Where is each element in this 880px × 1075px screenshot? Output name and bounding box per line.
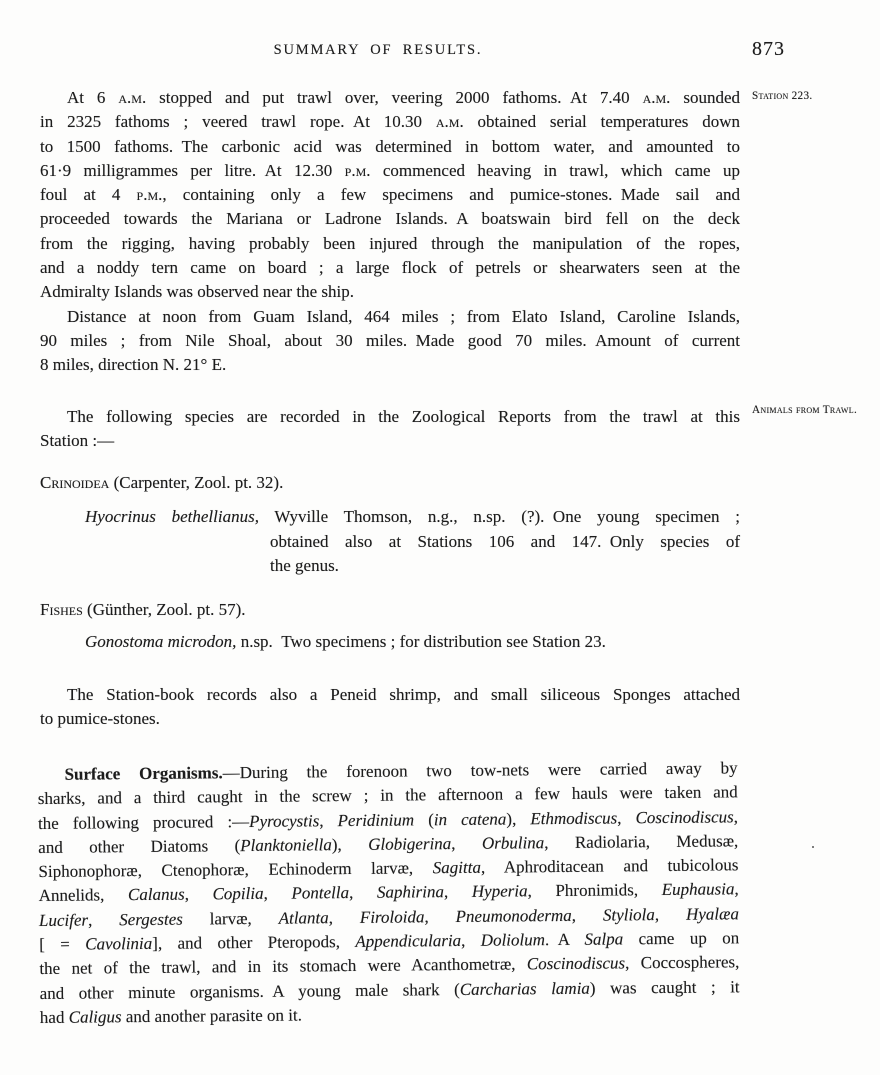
text-line: 8 miles, direction N. 21° E. [40, 355, 227, 375]
text-line: Gonostoma microdon, n.sp. Two specimens ; for distribution see Station 23. [85, 631, 606, 651]
text-line: in 2325 fathoms ; veered trawl rope. At 10.30 a.m. obtained serial temperatures down [40, 112, 740, 132]
paragraph-p9 [37, 756, 740, 1030]
text-line: and other Diatoms (Planktoniella), Globigerina, Orbulina, Radiolaria, Medusæ, [38, 830, 739, 857]
paragraph-p3 [40, 405, 740, 454]
text-line: 61·9 milligrammes per litre. At 12.30 p.m. commenced heaving in trawl, which came up [40, 160, 740, 180]
margin-note-animals: Animals from Trawl. [752, 404, 858, 416]
page-number: 873 [752, 38, 785, 60]
scan-speck [812, 846, 814, 848]
paragraph-p2 [40, 305, 740, 378]
text-line: At 6 a.m. stopped and put trawl over, veering 2000 fathoms. At 7.40 a.m. sounded [67, 88, 740, 107]
page-title: SUMMARY OF RESULTS. [273, 42, 483, 58]
text-line: the net of the trawl, and in its stomach were Acanthometræ, Coscinodiscus, Coccospheres, [39, 952, 740, 978]
text-line: The following species are recorded in the Zoological Reports from the trawl at this [67, 406, 740, 426]
text-line: Crinoidea (Carpenter, Zool. pt. 32). [40, 473, 284, 493]
text-line: had Caligus and another parasite on it. [39, 1004, 302, 1027]
paragraph-p4 [40, 471, 740, 495]
text-line: the genus. [270, 556, 339, 576]
text-line: Siphonophoræ, Ctenophoræ, Echinoderm larvæ, Sagitta, Aphroditacean and tubicolous [38, 855, 739, 881]
text-line: Annelids, Calanus, Copilia, Pontella, Saphirina, Hyperia, Phronimids, Euphausia, [38, 879, 739, 906]
text-line: Distance at noon from Guam Island, 464 miles ; from Elato Island, Caroline Islands, [67, 306, 740, 326]
paragraph-p6 [40, 598, 740, 622]
paragraph-p7 [40, 630, 740, 654]
text-line: the following procured :—Pyrocystis, Peridinium (in catena), Ethmodiscus, Coscinodiscus, [37, 806, 739, 833]
text-line: proceeded towards the Mariana or Ladrone Islands. A boatswain bird fell on the deck [40, 209, 740, 229]
paragraph-p5 [40, 505, 740, 578]
text-line: Fishes (Günther, Zool. pt. 57). [40, 600, 246, 620]
text-line: Lucifer, Sergestes larvæ, Atlanta, Firoloida, Pneumonoderma, Styliola, Hyalæa [38, 903, 740, 930]
text-line: foul at 4 p.m., containing only a few specimens and pumice-stones. Made sail and [40, 185, 740, 205]
running-header [28, 42, 728, 59]
main-text-column [37, 86, 741, 1030]
text-line: Surface Organisms.—During the forenoon two tow-nets were carried away by [64, 757, 738, 784]
text-line: to pumice-stones. [40, 709, 160, 729]
text-line: 90 miles ; from Nile Shoal, about 30 miles. Made good 70 miles. Amount of current [40, 330, 740, 350]
margin-note-station: Station 223. [752, 90, 813, 102]
text-line: and other minute organisms. A young male shark (Carcharias lamia) was caught ; it [39, 976, 740, 1003]
text-line: Admiralty Islands was observed near the ship. [40, 282, 354, 302]
text-line: to 1500 fathoms. The carbonic acid was determined in bottom water, and amounted to [40, 136, 740, 156]
text-line: Station :— [40, 430, 115, 450]
paragraph-p1 [40, 86, 740, 305]
text-line: [ = Cavolinia], and other Pteropods, Appendicularia, Doliolum. A Salpa came up on [39, 927, 740, 954]
paragraph-p8 [40, 683, 740, 732]
text-line: and a noddy tern came on board ; a large flock of petrels or shearwaters seen at the [40, 258, 740, 278]
text-line: from the rigging, having probably been injured through the manipulation of the ropes, [40, 233, 740, 253]
text-line: The Station-book records also a Peneid shrimp, and small siliceous Sponges attached [67, 684, 740, 704]
text-line: sharks, and a third caught in the screw ; in the afternoon a few hauls were taken and [37, 782, 738, 808]
text-line: obtained also at Stations 106 and 147. Only species of [270, 531, 740, 551]
text-line: Hyocrinus bethellianus, Wyville Thomson, n.g., n.sp. (?). One young specimen ; [85, 507, 741, 527]
